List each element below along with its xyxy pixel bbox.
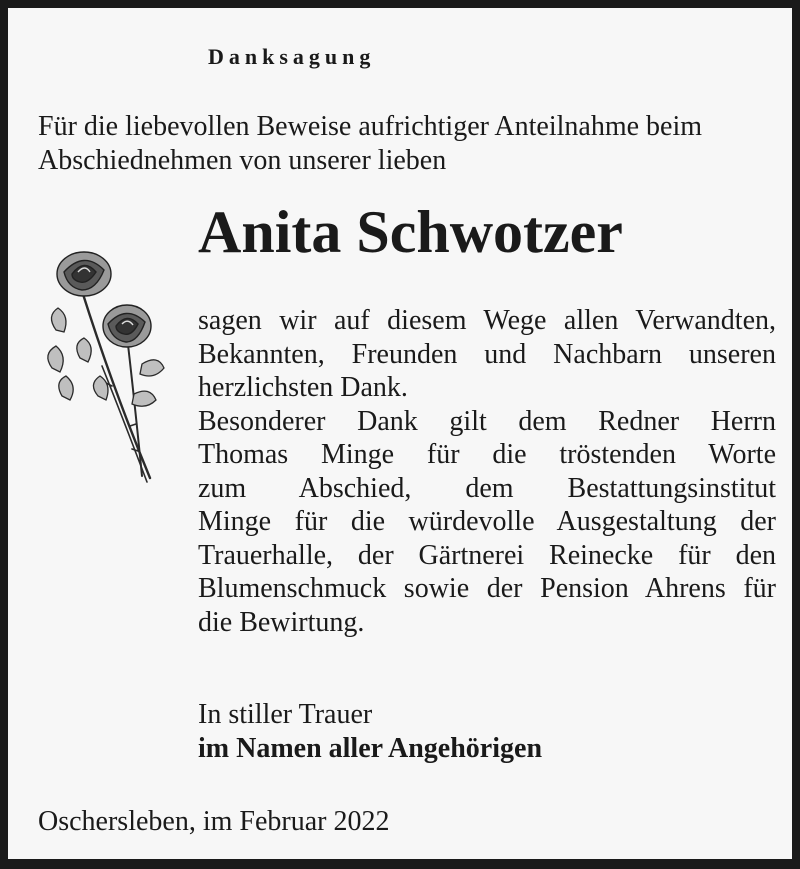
closing-line: In stiller Trauer [198, 699, 373, 730]
intro-line: Abschiednehmen von unserer lieben [38, 145, 447, 176]
deceased-name: Anita Schwotzer [198, 199, 623, 265]
body-line: herzlichsten Dank. [198, 372, 408, 403]
body-line: Trauerhalle, der Gärtnerei Reinecke für den [198, 539, 776, 571]
body-line: zum Abschied, dem Bestattungsinstitut [198, 472, 776, 504]
body-line: die Bewirtung. [198, 606, 365, 638]
body-line: sagen wir auf diesem Wege allen Verwandten, [198, 305, 776, 336]
place-date: Oschersleben, im Februar 2022 [38, 806, 390, 837]
notice-heading: Danksagung [208, 44, 376, 69]
body-text [198, 304, 776, 639]
intro-line: Für die liebevollen Beweise aufrichtiger Anteilnahme beim [38, 111, 703, 142]
body-line: Blumenschmuck sowie der Pension Ahrens für [198, 573, 776, 604]
body-line: Bekannten, Freunden und Nachbarn unseren [198, 338, 776, 370]
intro-text [38, 110, 778, 178]
roses-illustration [42, 246, 172, 496]
signature-line: im Namen aller Angehörigen [198, 733, 543, 764]
body-line: Besonderer Dank gilt dem Redner Herrn [198, 405, 776, 437]
closing-block [198, 698, 542, 766]
body-line: Minge für die würdevolle Ausgestaltung der [198, 506, 776, 537]
body-line: Thomas Minge für die tröstenden Worte [198, 439, 776, 470]
